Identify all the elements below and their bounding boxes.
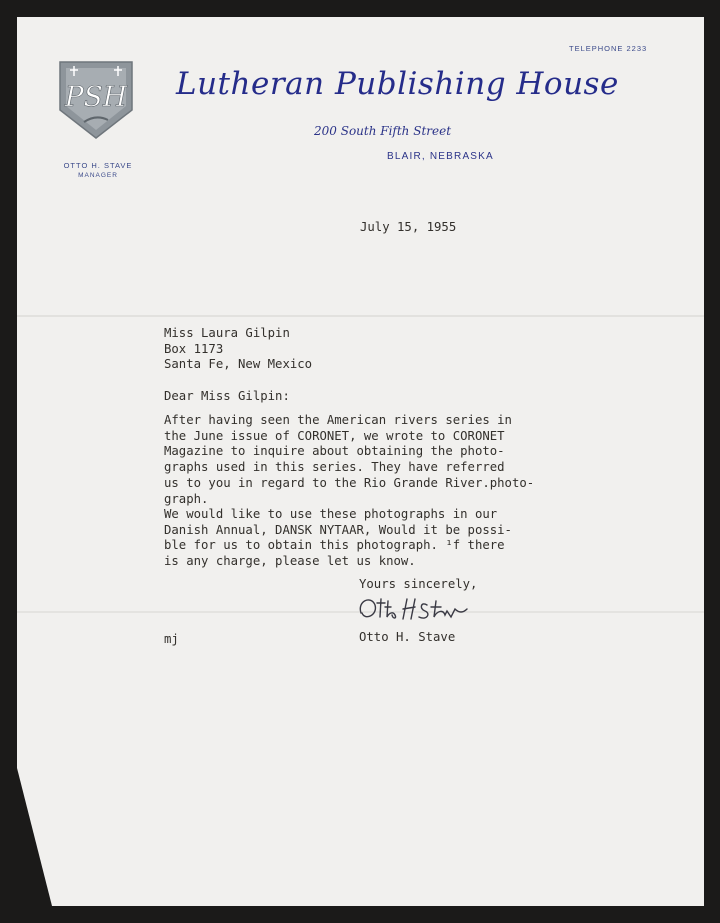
salutation: Dear Miss Gilpin: — [164, 389, 290, 403]
svg-text:PSH: PSH — [64, 80, 128, 113]
typist-initials: mj — [164, 632, 179, 646]
paragraph-line: the June issue of CORONET, we wrote to CORONET — [164, 428, 505, 443]
paragraph-line: graph. — [164, 491, 209, 506]
body-paragraph-1 — [164, 413, 534, 507]
manager-name: OTTO H. STAVE — [63, 161, 133, 170]
signer-name: Otto H. Stave — [359, 630, 456, 644]
paragraph-line: After having seen the American rivers series in — [164, 413, 512, 427]
telephone-number: TELEPHONE 2233 — [569, 44, 648, 53]
letter-date: July 15, 1955 — [360, 220, 457, 234]
body-paragraph-2 — [164, 507, 512, 570]
closing: Yours sincerely, — [359, 577, 478, 591]
recipient-address — [164, 326, 312, 373]
company-name: Lutheran Publishing House — [176, 66, 619, 102]
paragraph-line: is any charge, please let us know. — [164, 554, 416, 569]
address-line: Miss Laura Gilpin — [164, 326, 290, 340]
paragraph-line: Magazine to inquire about obtaining the photo- — [164, 444, 505, 459]
address-line: Box 1173 — [164, 341, 224, 356]
paragraph-line: graphs used in this series. They have referred — [164, 460, 505, 475]
paragraph-line: ble for us to obtain this photograph. ¹f there — [164, 538, 505, 553]
paragraph-line: Danish Annual, DANSK NYTAAR, Would it be possi- — [164, 522, 512, 537]
city-address: BLAIR, NEBRASKA — [387, 151, 494, 162]
street-address: 200 South Fifth Street — [314, 124, 452, 138]
manager-title: MANAGER — [78, 172, 118, 179]
address-line: Santa Fe, New Mexico — [164, 357, 313, 372]
paragraph-line: We would like to use these photographs in our — [164, 507, 498, 521]
handwritten-signature — [355, 593, 505, 627]
psh-shield-logo — [58, 60, 134, 140]
paragraph-line: us to you in regard to the Rio Grande River.photo- — [164, 475, 535, 490]
